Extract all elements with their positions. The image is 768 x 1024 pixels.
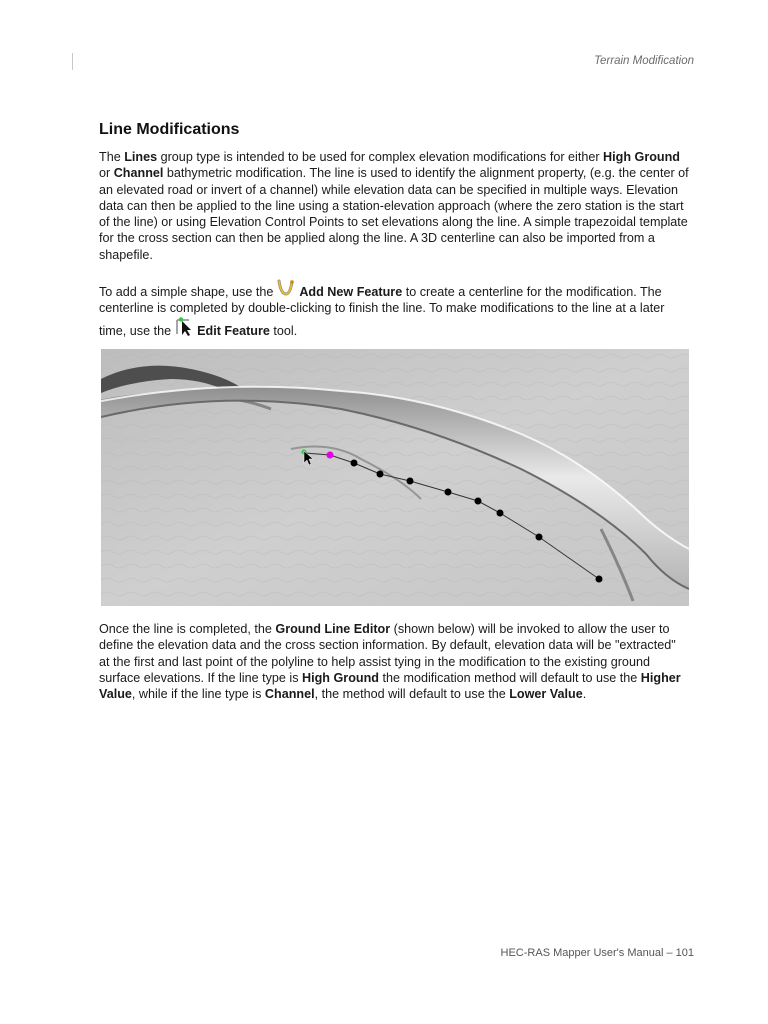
running-header: Terrain Modification <box>594 55 694 67</box>
vertex-marker <box>475 497 482 504</box>
vertex-marker <box>407 477 414 484</box>
paragraph-ground-line-editor: Once the line is completed, the Ground Line Editor (shown below) will be invoked to allow the user to define the elevation data and the cross section information. By default, elevation data will be "extracted" at the first and last point of the polyline to help assist tying in the modification to the existing ground surface elevations. If the line type is High Ground the modification method will default to use the Higher Value, while if the line type is Channel, the method will default to use the Lower Value. <box>99 621 681 702</box>
terrain-hillshade-map <box>101 349 689 606</box>
vertex-marker <box>536 533 543 540</box>
paragraph-add-shape: To add a simple shape, use the Add New Feature to create a centerline for the modification. The centerline is completed by double-clicking to finish the line. To make modifications to the line at a later time, use the Edit Feature tool. <box>99 278 689 339</box>
vertex-marker <box>351 459 358 466</box>
vertex-marker <box>596 575 603 582</box>
margin-mark <box>72 53 73 70</box>
page-content <box>99 121 689 702</box>
first-vertex-marker <box>327 451 334 458</box>
terrain-figure <box>101 349 689 606</box>
page-footer: HEC-RAS Mapper User's Manual – 101 <box>500 947 694 959</box>
section-title: Line Modifications <box>99 121 240 138</box>
vertex-marker <box>445 488 452 495</box>
vertex-marker <box>377 470 384 477</box>
paragraph-lines-intro: The Lines group type is intended to be used for complex elevation modifications for either High Ground or Channel bathymetric modification. The line is used to identify the alignment property, (e.g. the center of an elevated road or invert of a channel) while elevation data can be specified in multiple ways. Elevation data can then be applied to the line using a station-elevation approach (where the zero station is the start of the line) or using Elevation Control Points to set elevations along the line. A simple trapezoidal template for the cross section can then be applied along the line. A 3D centerline can also be imported from a shapefile. <box>99 150 689 262</box>
edit-feature-icon <box>174 317 194 337</box>
vertex-marker <box>497 509 504 516</box>
add-new-feature-icon <box>276 278 296 298</box>
